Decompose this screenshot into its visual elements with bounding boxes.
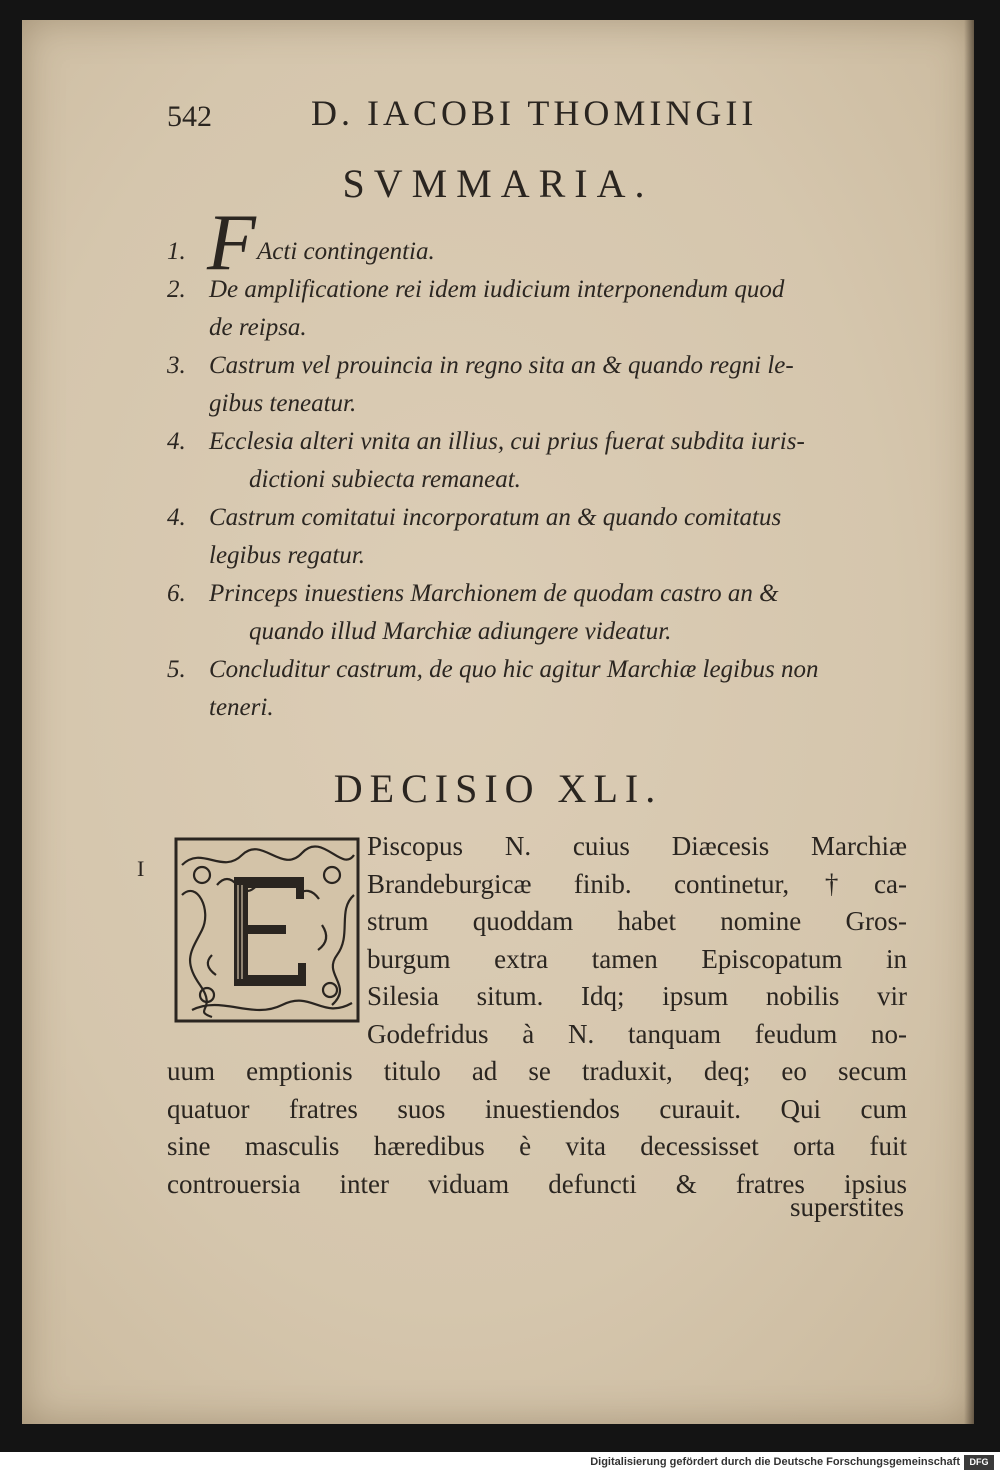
summary-number: 6.: [167, 580, 186, 607]
summary-text: teneri.: [209, 694, 274, 721]
body-line: controuersia inter viduam defuncti & fratres ipsius: [167, 1168, 907, 1199]
decisio-heading: DECISIO XLI.: [333, 766, 663, 811]
footer-bar: [0, 1452, 1000, 1475]
page-edge-shadow: [964, 20, 974, 1424]
summary-item: [167, 423, 907, 499]
summary-text: dictioni subiecta remaneat.: [249, 466, 521, 493]
summary-initial: F: [207, 199, 256, 287]
summary-item: [167, 271, 907, 347]
summary-number: 1.: [167, 238, 186, 265]
summary-item: [167, 651, 907, 727]
running-head: [167, 92, 927, 142]
catchword: superstites: [790, 1192, 904, 1222]
funding-notice: Digitalisierung gefördert durch die Deutsche Forschungsgemeinschaft: [590, 1456, 960, 1468]
summary-text: Ecclesia alteri vnita an illius, cui prius fuerat subdita iuris-: [209, 428, 805, 455]
decisio-body: [167, 828, 907, 1203]
summary-text: Princeps inuestiens Marchionem de quodam castro an &: [209, 580, 779, 607]
summary-text: Castrum comitatui incorporatum an & quando comitatus: [209, 504, 782, 531]
body-line: Godefridus à N. tanquam feudum no-: [367, 1018, 907, 1049]
summary-text: quando illud Marchiæ adiungere videatur.: [249, 618, 672, 645]
summary-text: De amplificatione rei idem iudicium interponendum quod: [209, 276, 785, 303]
body-line: Silesia situm. Idq; ipsum nobilis vir: [367, 981, 907, 1011]
summary-item: [167, 199, 907, 287]
body-line: quatuor fratres suos inuestiendos curauit. Qui cum: [167, 1093, 907, 1124]
body-line: uum emptionis titulo ad se traduxit, deq; eo secum: [167, 1056, 907, 1086]
summary-list: [167, 199, 907, 727]
summary-text: de reipsa.: [209, 314, 307, 341]
body-line: Piscopus N. cuius Diæcesis Marchiæ: [367, 831, 907, 861]
margin-number: I: [137, 856, 145, 881]
summary-text: Acti contingentia.: [257, 238, 435, 265]
summary-heading: SVMMARIA.: [342, 161, 654, 206]
summary-number: 3.: [167, 352, 186, 379]
summary-item: [167, 575, 907, 651]
summary-item: [167, 499, 907, 575]
summary-number: 2.: [167, 276, 186, 303]
summary-number: 4.: [167, 428, 186, 455]
dfg-logo-icon: DFG: [964, 1455, 994, 1470]
body-line: Brandeburgicæ finib. continetur,†ca-: [367, 868, 907, 899]
summary-text: Castrum vel prouincia in regno sita an & quando regni le-: [209, 352, 794, 379]
summary-text: legibus regatur.: [209, 542, 366, 569]
running-title: D. IACOBI THOMINGII: [311, 93, 758, 133]
body-line: sine masculis hæredibus è vita decessisset orta fuit: [167, 1131, 907, 1161]
page-number: 542: [167, 100, 212, 133]
summary-item: [167, 347, 907, 423]
book-page: [22, 20, 974, 1424]
summary-text: Concluditur castrum, de quo hic agitur Marchiæ legibus non: [209, 656, 819, 683]
body-line: burgum extra tamen Episcopatum in: [367, 943, 907, 974]
summary-number: 4.: [167, 504, 186, 531]
summary-number: 5.: [167, 656, 186, 683]
summary-text: gibus teneatur.: [209, 390, 357, 417]
body-line: strum quoddam habet nomine Gros-: [367, 906, 907, 936]
